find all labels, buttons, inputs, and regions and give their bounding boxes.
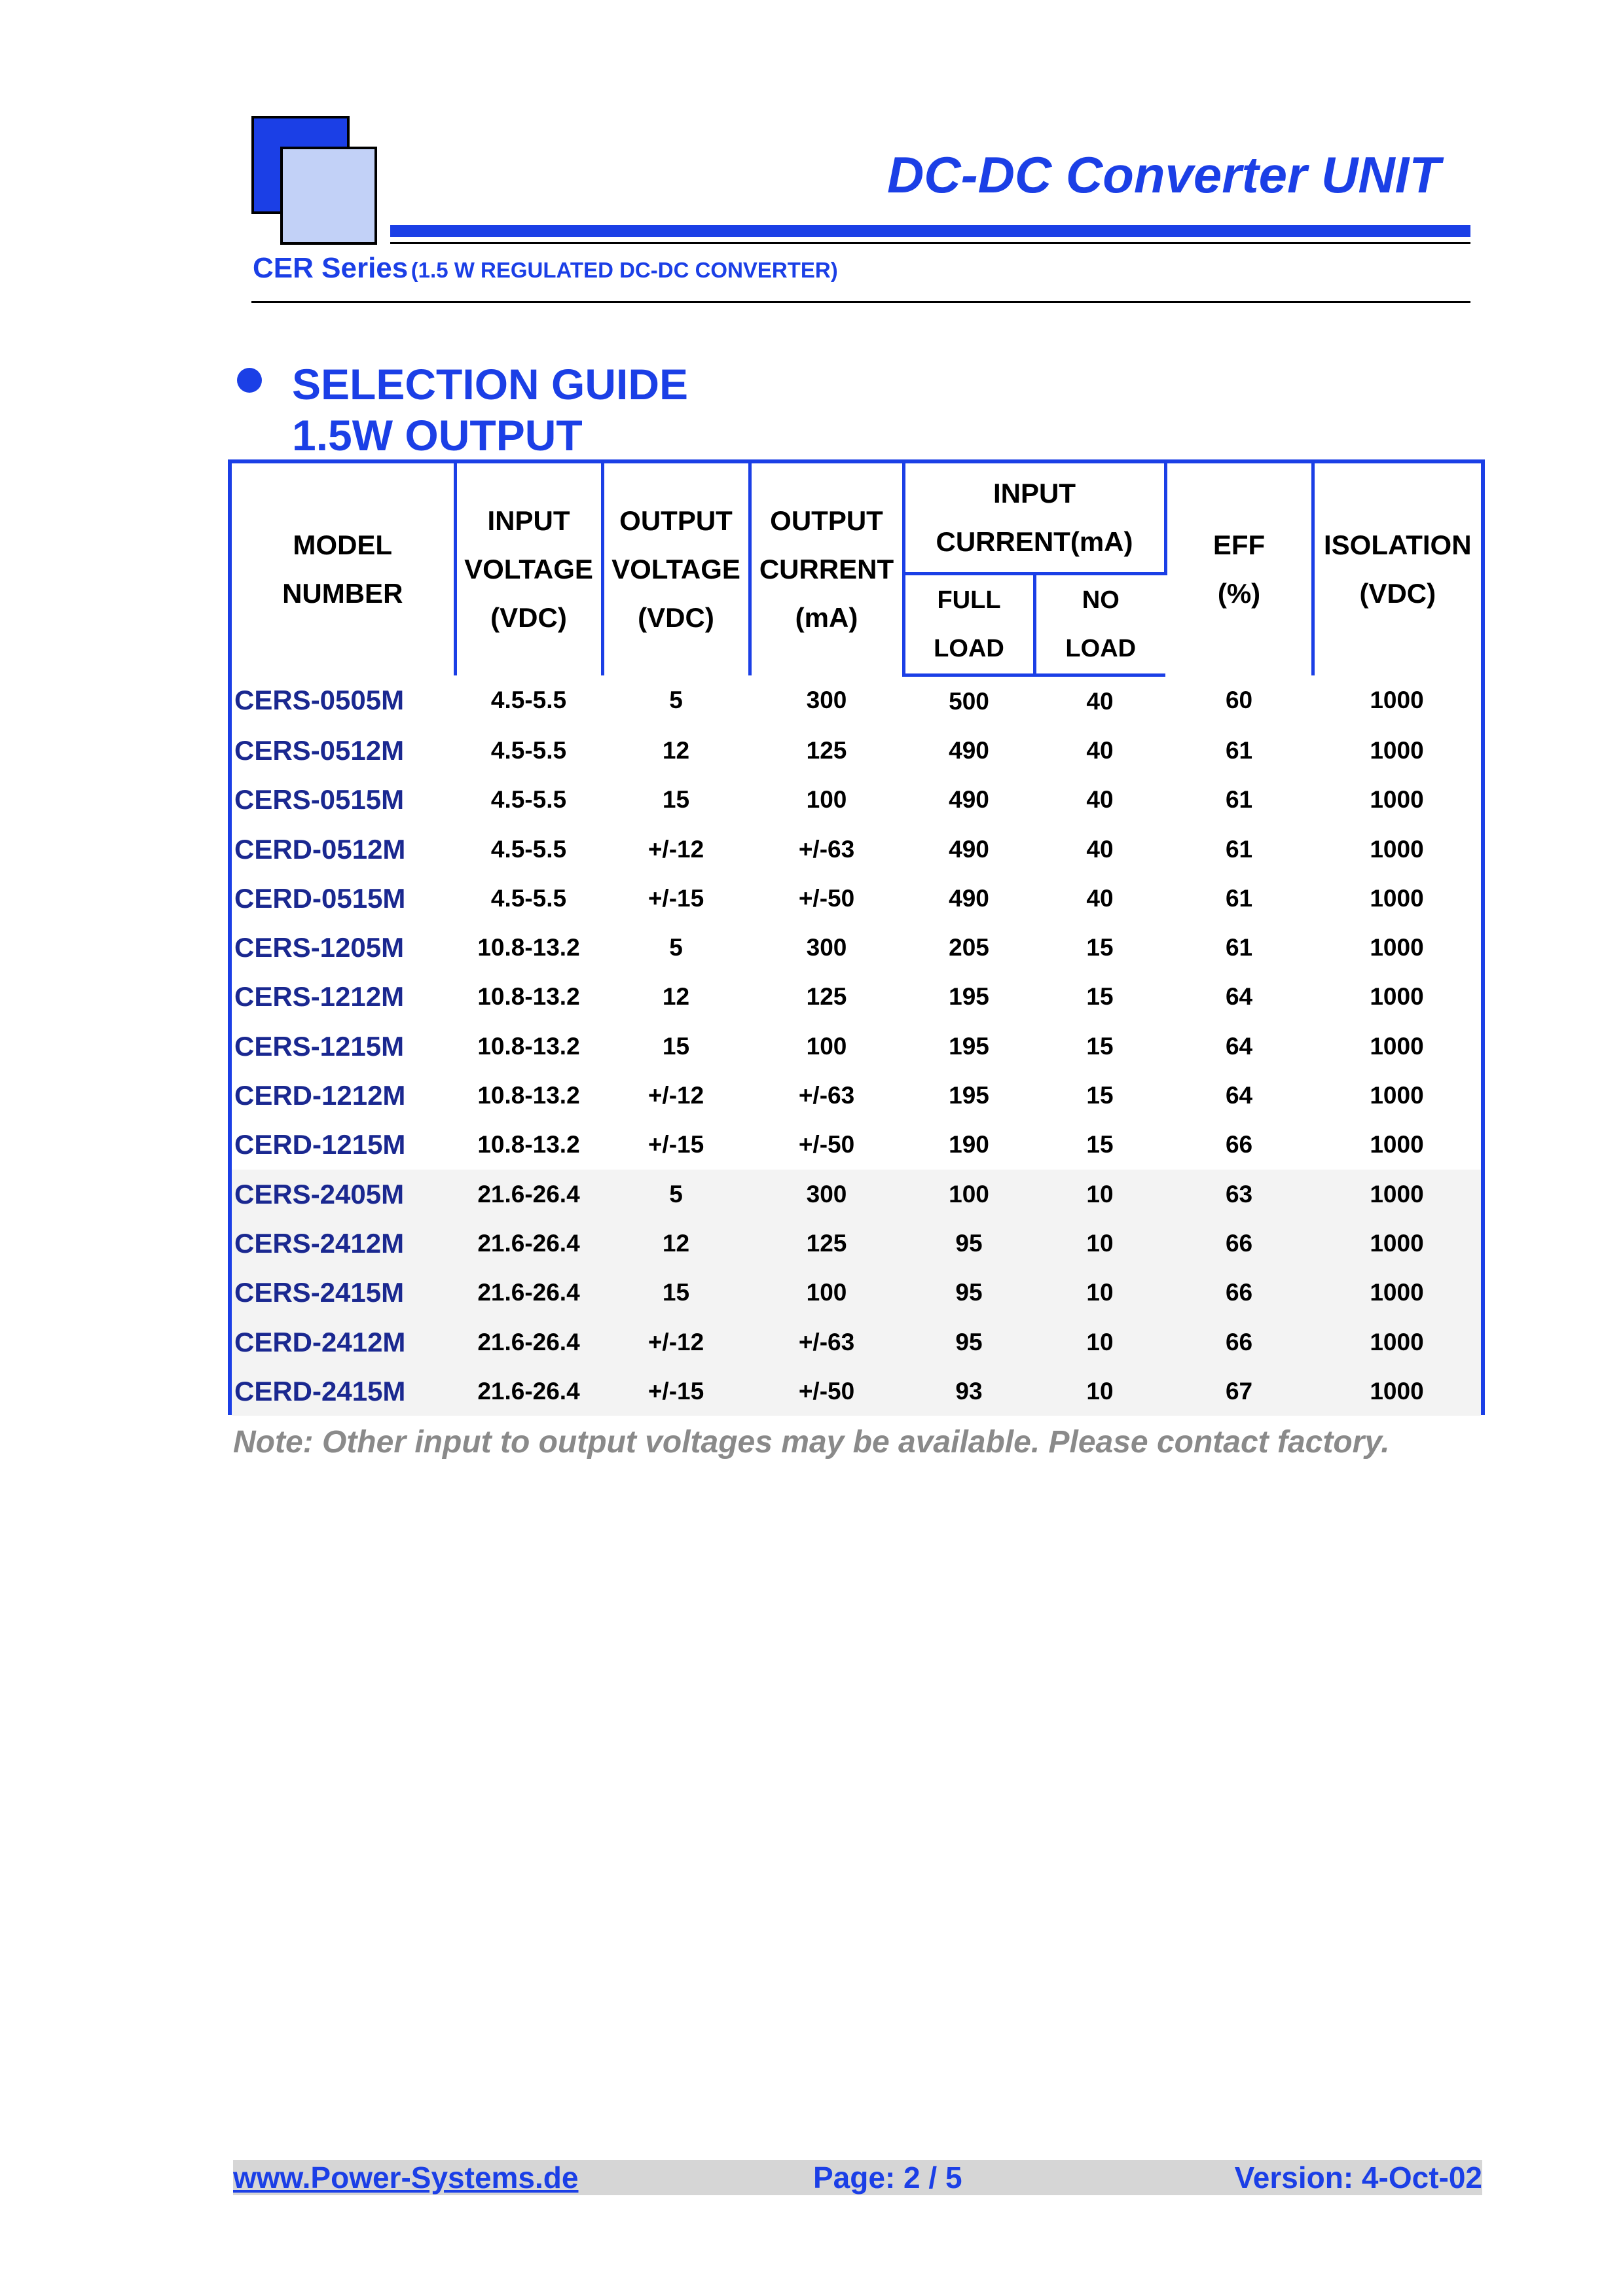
header-rule-black (390, 242, 1470, 244)
header-isolation: ISOLATION (VDC) (1323, 529, 1472, 609)
table-cell: 21.6-26.4 (455, 1268, 602, 1318)
table-cell: 10 (1034, 1170, 1165, 1219)
model-number-cell: CERD-0515M (234, 882, 406, 914)
table-cell: 1000 (1370, 786, 1424, 814)
table-cell: 12 (662, 736, 690, 764)
table-row (232, 675, 1481, 726)
table-cell: 61 (1225, 884, 1253, 912)
table-cell: 10 (1034, 1367, 1165, 1416)
table-cell: +/-15 (647, 884, 704, 912)
selection-table (228, 459, 1485, 1415)
model-number-cell: CERS-0515M (234, 784, 405, 816)
footer-url-link[interactable]: www.Power-Systems.de (233, 2161, 579, 2195)
table-cell: 15 (1086, 983, 1114, 1011)
model-number-cell: CERS-1212M (234, 981, 405, 1013)
model-number-cell: CERD-2415M (232, 1367, 455, 1416)
table-cell: 490 (949, 884, 989, 912)
table-row (232, 1170, 1481, 1219)
table-cell: 21.6-26.4 (455, 1367, 602, 1416)
table-cell: 12 (602, 1219, 750, 1268)
table-cell: 21.6-26.4 (455, 1170, 602, 1219)
table-cell: 205 (949, 934, 989, 961)
table-cell: 60 (1225, 687, 1253, 714)
table-cell: 195 (949, 983, 989, 1011)
table-cell: 4.5-5.5 (490, 884, 567, 912)
model-number-cell: CERS-2415M (232, 1268, 455, 1318)
table-cell: 490 (949, 736, 989, 764)
table-cell: 64 (1225, 1032, 1253, 1060)
model-number-cell: CERD-1212M (234, 1080, 406, 1111)
table-cell: +/-63 (798, 835, 855, 863)
header-input-voltage: INPUT VOLTAGE (VDC) (455, 463, 602, 675)
table-cell: 10.8-13.2 (477, 1032, 580, 1060)
table-cell: 5 (669, 934, 683, 961)
table-row (232, 1121, 1481, 1170)
table-cell: 10 (1034, 1268, 1165, 1318)
table-cell: 15 (1086, 1131, 1114, 1158)
table-cell: 15 (662, 786, 690, 814)
table-cell: 95 (903, 1219, 1034, 1268)
table-cell: 100 (806, 1032, 847, 1060)
header-rule-blue (390, 225, 1470, 237)
table-cell: 21.6-26.4 (455, 1219, 602, 1268)
model-number-cell: CERS-1215M (234, 1030, 405, 1062)
table-cell: 67 (1165, 1367, 1313, 1416)
table-row (232, 1367, 1481, 1416)
table-cell: 40 (1086, 884, 1114, 912)
table-cell: 1000 (1370, 983, 1424, 1011)
table-cell: 21.6-26.4 (455, 1318, 602, 1367)
table-body (232, 675, 1481, 1416)
table-cell: +/-63 (750, 1318, 903, 1367)
section-title-line1: SELECTION GUIDE (292, 360, 689, 408)
table-cell: 1000 (1370, 687, 1424, 714)
table-cell: 12 (662, 983, 690, 1011)
table-cell: 5 (669, 687, 683, 714)
table-cell: 40 (1086, 736, 1114, 764)
table-row (232, 1071, 1481, 1120)
table-cell: 1000 (1370, 835, 1424, 863)
document-title: DC-DC Converter UNIT (886, 146, 1440, 204)
table-cell: 10.8-13.2 (477, 934, 580, 961)
table-cell: 15 (662, 1032, 690, 1060)
footer-version: Version: 4-Oct-02 (1234, 2161, 1482, 2195)
model-number-cell: CERS-1205M (234, 932, 405, 963)
header-eff: EFF (%) (1165, 463, 1313, 675)
table-cell: 100 (903, 1170, 1034, 1219)
table-cell: 1000 (1313, 1219, 1481, 1268)
table-cell: 1000 (1370, 1131, 1424, 1158)
table-cell: 95 (903, 1318, 1034, 1367)
table-cell: 15 (1086, 934, 1114, 961)
table-row (232, 726, 1481, 775)
model-number-cell: CERS-0512M (234, 734, 405, 766)
model-number-cell: CERS-0505M (234, 685, 405, 716)
table-cell: 40 (1086, 835, 1114, 863)
table-cell: 490 (949, 835, 989, 863)
table-cell: 1000 (1370, 1082, 1424, 1109)
table-cell: 1000 (1313, 1318, 1481, 1367)
table-cell: 63 (1165, 1170, 1313, 1219)
model-number-cell: CERD-2412M (232, 1318, 455, 1367)
header-input-current: INPUT CURRENT(mA) (903, 463, 1165, 574)
table-cell: 125 (806, 736, 847, 764)
table-row (232, 923, 1481, 972)
header-no-load: NO LOAD (1034, 574, 1165, 675)
table-cell: 66 (1165, 1219, 1313, 1268)
table-cell: 1000 (1313, 1268, 1481, 1318)
table-row (232, 874, 1481, 923)
table-cell: 95 (903, 1268, 1034, 1318)
table-cell: 66 (1165, 1318, 1313, 1367)
table-cell: 15 (1086, 1082, 1114, 1109)
table-cell: 64 (1225, 983, 1253, 1011)
table-cell: 10.8-13.2 (477, 983, 580, 1011)
table-cell: 40 (1086, 786, 1114, 814)
table-cell: 490 (949, 786, 989, 814)
table-cell: 190 (949, 1131, 989, 1158)
table-row (232, 825, 1481, 874)
section-title-line2: 1.5W OUTPUT (292, 411, 583, 459)
table-cell: +/-12 (602, 1318, 750, 1367)
table-cell: 10.8-13.2 (477, 1131, 580, 1158)
logo-square-front (280, 147, 377, 245)
table-cell: 4.5-5.5 (490, 736, 567, 764)
note-text: Note: Other input to output voltages may be available. Please contact factory. (233, 1425, 1390, 1460)
table-cell: 4.5-5.5 (490, 835, 567, 863)
header-output-current: OUTPUT CURRENT (mA) (750, 463, 903, 675)
table-cell: +/-50 (798, 1131, 855, 1158)
table-cell: 1000 (1370, 934, 1424, 961)
table-cell: +/-12 (647, 1082, 704, 1109)
series-line (253, 254, 838, 283)
table-cell: 61 (1225, 736, 1253, 764)
table-cell: 5 (602, 1170, 750, 1219)
table-cell: 195 (949, 1032, 989, 1060)
table-cell: 15 (1086, 1032, 1114, 1060)
table-cell: 4.5-5.5 (490, 687, 567, 714)
model-number-cell: CERS-2405M (232, 1170, 455, 1219)
table-cell: 15 (602, 1268, 750, 1318)
table-cell: 10 (1034, 1318, 1165, 1367)
model-number-cell: CERD-0512M (234, 833, 406, 865)
table-cell: 61 (1225, 934, 1253, 961)
table-row (232, 973, 1481, 1022)
table-cell: 195 (949, 1082, 989, 1109)
table-cell: 66 (1165, 1268, 1313, 1318)
header-model: MODEL NUMBER (232, 463, 455, 675)
model-number-cell: CERS-2412M (232, 1219, 455, 1268)
model-number-cell: CERD-1215M (234, 1129, 406, 1160)
table-cell: 66 (1225, 1131, 1253, 1158)
table-cell: 125 (750, 1219, 903, 1268)
table-cell: +/-63 (798, 1082, 855, 1109)
series-description: (1.5 W REGULATED DC-DC CONVERTER) (410, 258, 838, 282)
table-cell: 10 (1034, 1219, 1165, 1268)
series-rule (251, 301, 1470, 303)
table-cell: 300 (750, 1170, 903, 1219)
table-cell: +/-50 (798, 884, 855, 912)
table-cell: +/-50 (750, 1367, 903, 1416)
table-cell: +/-12 (647, 835, 704, 863)
table-cell: +/-15 (647, 1131, 704, 1158)
table-cell: 125 (806, 983, 847, 1011)
section-title (292, 359, 688, 461)
header-full-load: FULL LOAD (903, 574, 1034, 675)
table-row (232, 1318, 1481, 1367)
header-output-voltage: OUTPUT VOLTAGE (VDC) (602, 463, 750, 675)
table-cell: 10.8-13.2 (477, 1082, 580, 1109)
footer-bar (233, 2160, 1482, 2195)
series-name: CER Series (253, 252, 409, 284)
table-cell: 1000 (1313, 1367, 1481, 1416)
table-cell: 100 (806, 786, 847, 814)
table-cell: 1000 (1313, 1170, 1481, 1219)
table-cell: 4.5-5.5 (490, 786, 567, 814)
table-cell: 300 (806, 687, 847, 714)
table-cell: 1000 (1370, 1032, 1424, 1060)
table-cell: 100 (750, 1268, 903, 1318)
table-cell: 1000 (1370, 736, 1424, 764)
table-row (232, 1022, 1481, 1071)
table-row (232, 1219, 1481, 1268)
table-row (232, 776, 1481, 825)
bullet-icon (237, 368, 262, 393)
table-cell: 64 (1225, 1082, 1253, 1109)
table-row (232, 1268, 1481, 1318)
table-cell: 1000 (1370, 884, 1424, 912)
table-cell: 500 (949, 687, 989, 715)
table-cell: 61 (1225, 786, 1253, 814)
table-cell: 40 (1086, 687, 1114, 715)
table-cell: 61 (1225, 835, 1253, 863)
table-cell: 93 (903, 1367, 1034, 1416)
table-cell: +/-15 (602, 1367, 750, 1416)
table-cell: 300 (806, 934, 847, 961)
footer-page-number: Page: 2 / 5 (813, 2161, 962, 2195)
